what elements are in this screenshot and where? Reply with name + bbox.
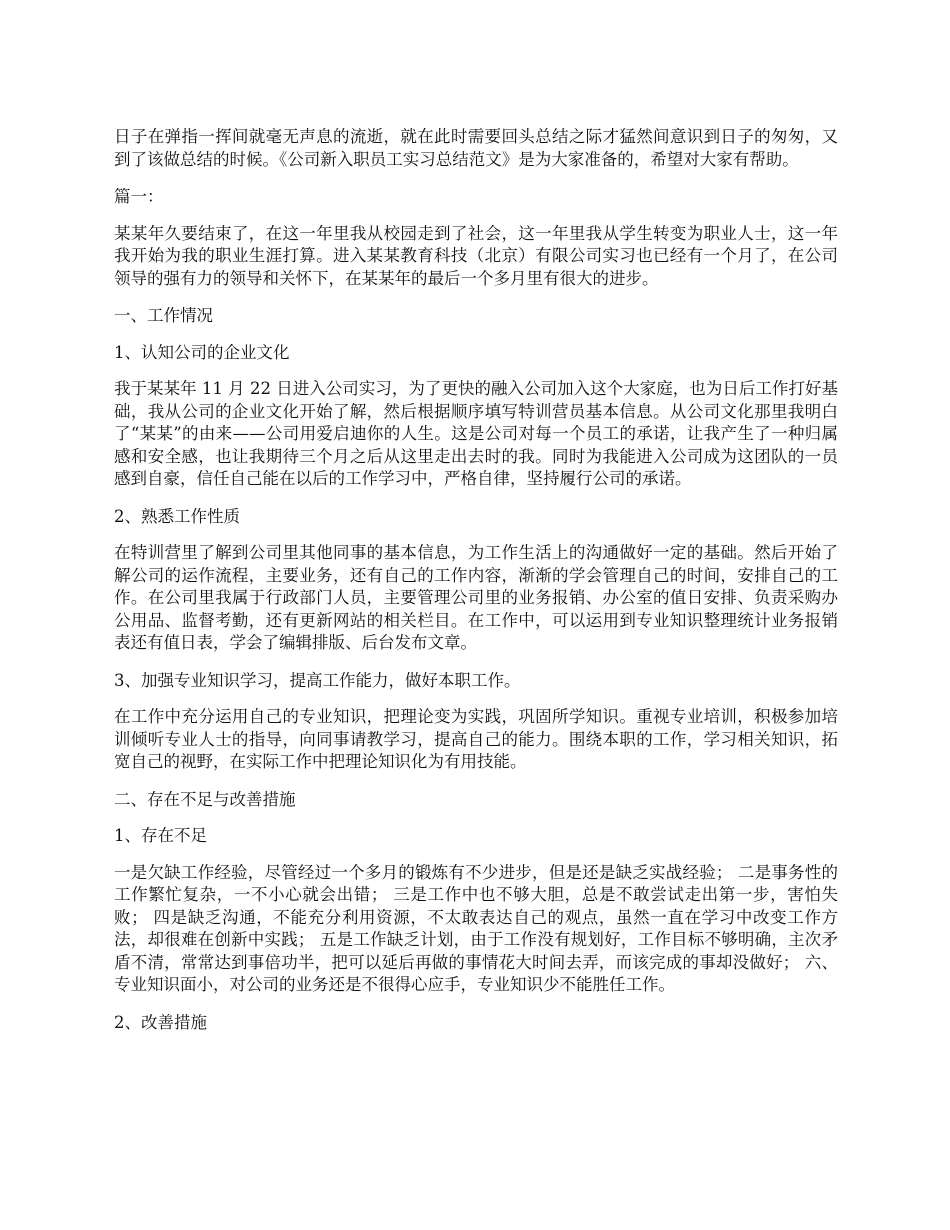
intro-paragraph: 日子在弹指一挥间就毫无声息的流逝，就在此时需要回头总结之际才猛然间意识到日子的匆匆，又到了该做总结的时候。《公司新入职员工实习总结范文》是为大家准备的，希望对大家有帮助。	[114, 127, 838, 169]
subheading-shortcomings: 1、存在不足	[114, 826, 207, 845]
subheading-company-culture: 1、认知公司的企业文化	[114, 342, 290, 362]
opening-paragraph: 某某年久要结束了，在这一年里我从校园走到了社会，这一年里我从学生转变为职业人士，这一年我开始为我的职业生涯打算。进入某某教育科技（北京）有限公司实习也已经有一个月了，在公司领导的强有力的领导和关怀下，在某某年的最后一个多月里有很大的进步。	[114, 223, 838, 288]
paragraph-company-culture: 我于某某年 11 月 22 日进入公司实习，为了更快的融入公司加入这个大家庭，也为日后工作打好基础，我从公司的企业文化开始了解，然后根据顺序填写特训营员基本信息。从公司文化那里我明白了“某某”的由来——公司用爱启迪你的人生。这是公司对每一个员工的承诺，让我产生了一种归属感和安全感，也让我期待三个月之后从这里走出去时的我。同时为我能进入公司成为这团队的一员感到自豪，信任自己能在以后的工作学习中，严格自律，坚持履行公司的承诺。	[114, 379, 838, 488]
subheading-work-nature: 2、熟悉工作性质	[114, 506, 240, 526]
subheading-improvements: 2、改善措施	[114, 1012, 207, 1032]
section-heading-work-status: 一、工作情况	[114, 306, 213, 325]
paragraph-work-nature: 在特训营里了解到公司里其他同事的基本信息，为工作生活上的沟通做好一定的基础。然后开始了解公司的运作流程，主要业务，还有自己的工作内容，渐渐的学会管理自己的时间，安排自己的工作。在公司里我属于行政部门人员，主要管理公司里的业务报销、办公室的值日安排、负责采购办公用品、监督考勤，还有更新网站的相关栏目。在工作中，可以运用到专业知识整理统计业务报销表还有值日表，学会了编辑排版、后台发布文章。	[114, 543, 838, 652]
part-label: 篇一：	[114, 187, 164, 206]
paragraph-shortcomings: 一是欠缺工作经验，尽管经过一个多月的锻炼有不少进步，但是还是缺乏实战经验； 二是事务性的工作繁忙复杂，一不小心就会出错； 三是工作中也不够大胆，总是不敢尝试走出第一步，害怕失败； 四是缺乏沟通，不能充分利用资源，不太敢表达自己的观点，虽然一直在学习中改变工作方法，却很难在创新中实践； 五是工作缺乏计划，由于工作没有规划好，工作目标不够明确，主次矛盾不清，常常达到事倍功半，把可以延后再做的事情花大时间去弄，而该完成的事却没做好； 六、专业知识面小，对公司的业务还是不很得心应手，专业知识少不能胜任工作。	[114, 862, 838, 994]
paragraph-professional-study: 在工作中充分运用自己的专业知识，把理论变为实践，巩固所学知识。重视专业培训，积极参加培训倾听专业人士的指导，向同事请教学习，提高自己的能力。围绕本职的工作，学习相关知识，拓宽自己的视野，在实际工作中把理论知识化为有用技能。	[114, 707, 838, 771]
section-heading-shortcomings: 二、存在不足与改善措施	[114, 789, 296, 809]
document-page	[114, 126, 838, 1048]
subheading-professional-study: 3、加强专业知识学习，提高工作能力，做好本职工作。	[114, 670, 521, 690]
